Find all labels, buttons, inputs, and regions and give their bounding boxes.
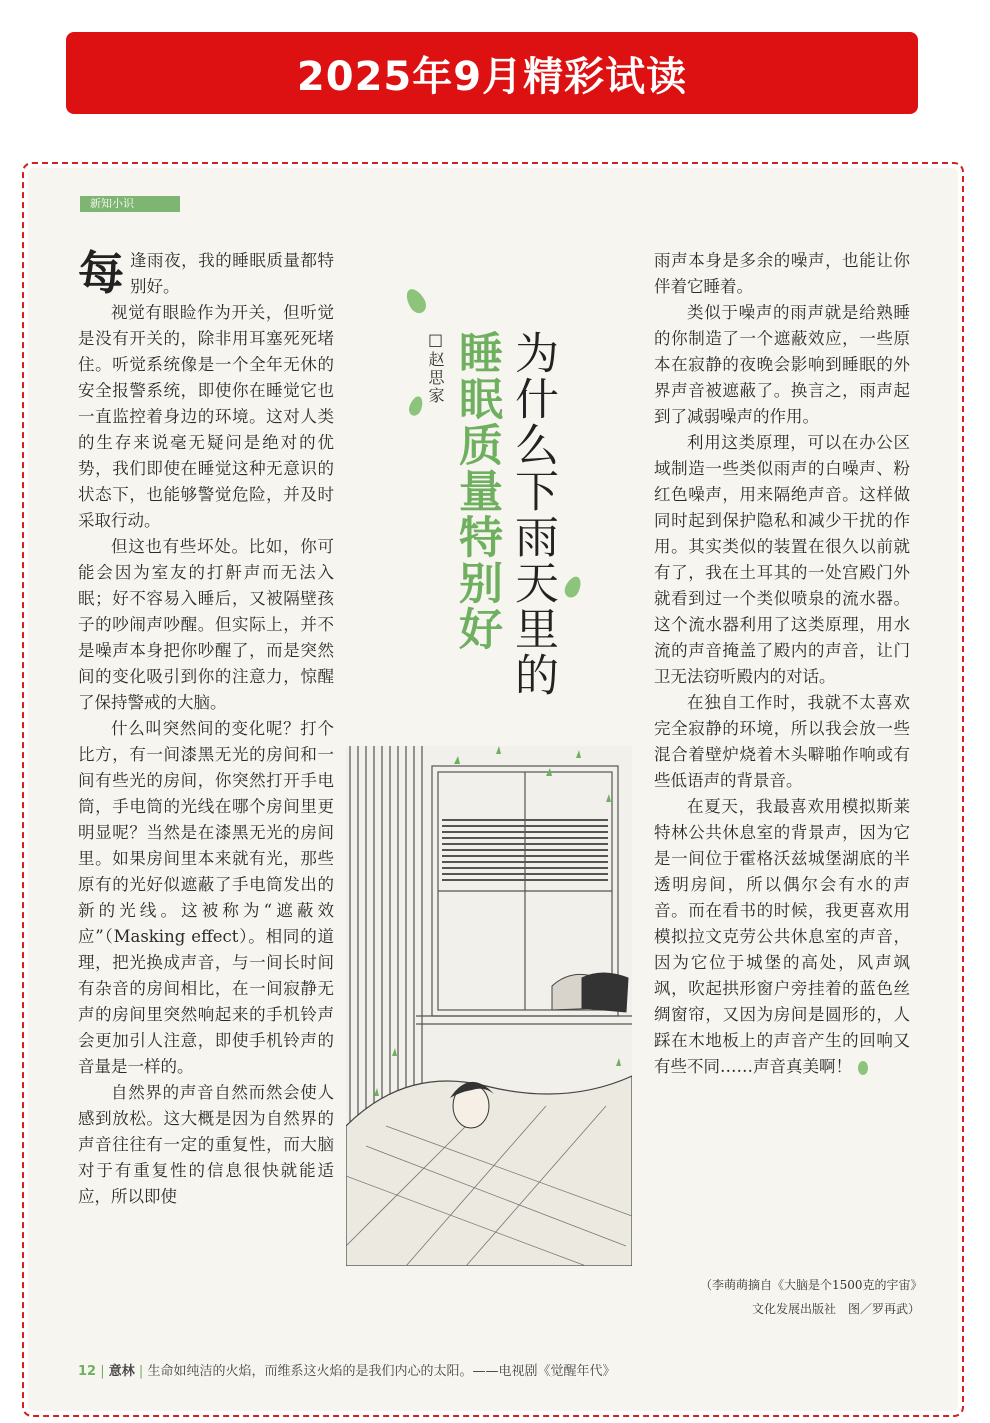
leaf-icon <box>858 1061 868 1075</box>
source-credit: （李萌萌摘自《大脑是个1500克的宇宙》 <box>700 1278 923 1292</box>
article-title-line1: 为什么下雨天里的 <box>507 330 558 698</box>
section-tag: 新知小识 <box>80 196 180 212</box>
page-number: 12 <box>78 1364 97 1379</box>
paragraph: 视觉有眼睑作为开关，但听觉是没有开关的，除非用耳塞死死堵住。听觉系统像是一个全年无休的安全报警系统，即使你在睡觉它也一直监控着身边的环境。这对人类的生存来说毫无疑问是绝对的优势，我们即使在睡觉这种无意识的状态下，也能够警觉危险，并及时采取行动。 <box>78 303 334 530</box>
paragraph: 在夏天，我最喜欢用模拟斯莱特林公共休息室的背景声，因为它是一间位于霍格沃兹城堡湖底的半透明房间，所以偶尔会有水的声音。而在看书的时候，我更喜欢用模拟拉文克劳公共休息室的声音，因为它位于城堡的高处，风声飒飒，吹起拱形窗户旁挂着的蓝色丝绸窗帘，又因为房间是圆形的，人踩在木地板上的声音产生的回响又有些不同……声音真美啊！ <box>654 797 910 1076</box>
paragraph: 在独自工作时，我就不太喜欢完全寂静的环境，所以我会放一些混合着壁炉烧着木头噼啪作响或有些低语声的背景音。 <box>654 693 910 790</box>
magazine-name: 意林 <box>108 1364 135 1379</box>
article-right-column <box>654 248 910 1080</box>
page-footer <box>78 1360 615 1379</box>
article-author: □赵思家 <box>426 330 445 405</box>
paragraph: 自然界的声音自然而然会使人感到放松。这大概是因为自然界的声音往往有一定的重复性，而大脑对于有重复性的信息很快就能适应，所以即使 <box>78 1083 334 1206</box>
illustration-sleeping-woman <box>346 746 632 1266</box>
banner <box>66 32 918 114</box>
divider: | <box>100 1364 105 1379</box>
paragraph: 雨声本身是多余的噪声，也能让你伴着它睡着。 <box>654 251 910 296</box>
dropcap: 每 <box>78 246 124 300</box>
banner-title: 2025年9月精彩试读 <box>296 53 688 100</box>
paragraph: 每逢雨夜，我的睡眠质量都特别好。 <box>78 246 334 300</box>
paragraph: 利用这类原理，可以在办公区域制造一些类似雨声的白噪声、粉红色噪声，用来隔绝声音。这样做同时起到保护隐私和减少干扰的作用。其实类似的装置在很久以前就有了，我在土耳其的一处宫殿门外就看到过一个类似喷泉的流水器。这个流水器利用了这类原理，用水流的声音掩盖了殿内的声音，让门卫无法窃听殿内的对话。 <box>654 433 910 686</box>
divider: | <box>138 1364 144 1379</box>
chevron-right-icon: » <box>172 194 181 210</box>
paragraph: 类似于噪声的雨声就是给熟睡的你制造了一个遮蔽效应，一些原本在寂静的夜晚会影响到睡眠的外界声音被遮蔽了。换言之，雨声起到了减弱噪声的作用。 <box>654 303 910 426</box>
footer-quote: 生命如纯洁的火焰，而维系这火焰的是我们内心的太阳。——电视剧《觉醒年代》 <box>147 1364 616 1379</box>
article-left-column <box>78 248 334 1210</box>
paragraph: 但这也有些坏处。比如，你可能会因为室友的打鼾声而无法入眠；好不容易入睡后，又被隔壁孩子的吵闹声吵醒。但实际上，并不是噪声本身把你吵醒了，而是突然间的变化吸引到你的注意力，惊醒了保持警戒的大脑。 <box>78 537 334 712</box>
publisher-credit: 文化发展出版社 图／罗再武） <box>752 1302 921 1316</box>
paragraph: 什么叫突然间的变化呢？打个比方，有一间漆黑无光的房间和一间有些光的房间，你突然打开手电筒，手电筒的光线在哪个房间里更明显呢？当然是在漆黑无光的房间里。如果房间里本来就有光，那些原有的光好似遮蔽了手电筒发出的新的光线。这被称为“遮蔽效应”（Masking effect）。相同的道理，把光换成声音，与一间长时间有杂音的房间相比，在一间寂静无声的房间里突然响起来的手机铃声会更加引人注意，即使手机铃声的音量是一样的。 <box>78 719 334 1076</box>
article-title-line2: 睡眠质量特别好 <box>451 330 502 652</box>
